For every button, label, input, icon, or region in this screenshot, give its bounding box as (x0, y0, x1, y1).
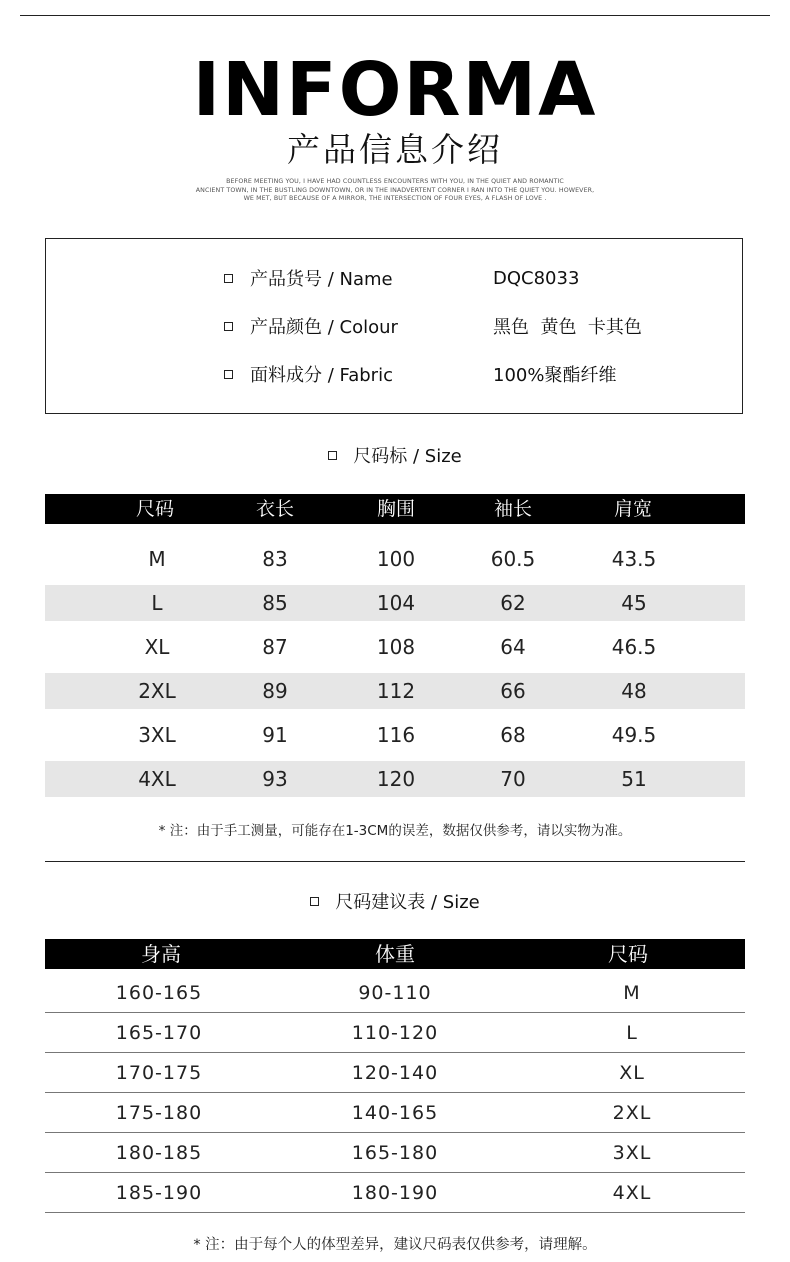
square-bullet-icon (224, 274, 233, 283)
table-cell: 85 (262, 591, 288, 615)
table-cell: L (151, 591, 163, 615)
table-row (45, 973, 745, 1013)
table-row (45, 673, 745, 709)
table-cell: 110-120 (351, 1022, 439, 1044)
column-header: 尺码 (135, 498, 174, 520)
table-cell: 4XL (612, 1182, 652, 1204)
column-header: 身高 (141, 942, 181, 966)
column-header: 肩宽 (613, 498, 652, 520)
size-chart-heading (0, 440, 790, 470)
table-cell: XL (619, 1062, 645, 1084)
table-row (45, 585, 745, 621)
square-bullet-icon (224, 322, 233, 331)
table-cell: 90-110 (358, 982, 432, 1004)
info-row-colour (224, 311, 398, 341)
size-chart-note: * 注：由于手工测量，可能存在1-3CM的误差，数据仅供参考，请以实物为准。 (158, 823, 632, 839)
table-cell: 175-180 (115, 1102, 203, 1124)
table-cell: 2XL (138, 679, 176, 703)
table-cell: 60.5 (490, 547, 536, 571)
table-cell: 3XL (612, 1142, 652, 1164)
table-row (45, 1013, 745, 1053)
table-cell: 180-185 (115, 1142, 203, 1164)
blurb-line: BEFORE MEETING YOU, I HAVE HAD COUNTLESS ENCOUNTERS WITH YOU, IN THE QUIET AND ROMANTIC (226, 178, 564, 185)
table-cell: 49.5 (611, 723, 657, 747)
table-row (45, 541, 745, 577)
square-bullet-icon (224, 370, 233, 379)
blurb-line: ANCIENT TOWN, IN THE BUSTLING DOWNTOWN, OR IN THE INADVERTENT CORNER I RAN INTO THE QUIET YOU. HOWEVER, (195, 186, 595, 194)
table-cell: 46.5 (611, 635, 657, 659)
section-divider (45, 861, 745, 862)
table-cell: 4XL (138, 767, 176, 791)
table-cell: 112 (376, 679, 416, 703)
recommend-table-header (45, 939, 745, 969)
page-title: INFORMA (192, 47, 598, 133)
column-header: 胸围 (376, 498, 415, 520)
info-label: 面料成分 / Fabric (250, 365, 393, 386)
table-cell: 64 (500, 635, 526, 659)
size-table-header (45, 494, 745, 524)
table-cell: 43.5 (611, 547, 657, 571)
table-cell: 62 (500, 591, 526, 615)
table-row (45, 629, 745, 665)
table-cell: 120 (376, 767, 416, 791)
top-divider (20, 15, 770, 16)
table-row (45, 1053, 745, 1093)
table-cell: 91 (262, 723, 288, 747)
section-title: 尺码建议表 / Size (335, 892, 480, 913)
table-cell: 160-165 (115, 982, 203, 1004)
table-cell: 140-165 (351, 1102, 439, 1124)
info-label: 产品颜色 / Colour (250, 317, 398, 338)
table-cell: 180-190 (351, 1182, 439, 1204)
table-cell: 68 (500, 723, 526, 747)
table-cell: 170-175 (115, 1062, 203, 1084)
table-cell: 51 (621, 767, 647, 791)
table-cell: 48 (621, 679, 647, 703)
column-header: 体重 (375, 942, 415, 966)
table-cell: M (623, 982, 641, 1004)
table-cell: 87 (262, 635, 288, 659)
info-row-name (224, 263, 393, 293)
recommend-chart-note: * 注：由于每个人的体型差异，建议尺码表仅供参考，请理解。 (193, 1237, 597, 1253)
table-row (45, 1173, 745, 1213)
decorative-blurb (150, 178, 640, 204)
table-cell: 104 (376, 591, 416, 615)
table-cell: 83 (262, 547, 288, 571)
table-cell: 3XL (138, 723, 176, 747)
info-value: 100%聚酯纤维 (493, 365, 617, 386)
table-cell: 116 (376, 723, 416, 747)
table-cell: 70 (500, 767, 526, 791)
table-cell: XL (144, 635, 170, 659)
table-cell: 108 (376, 635, 416, 659)
table-cell: 120-140 (351, 1062, 439, 1084)
table-cell: 165-180 (351, 1142, 439, 1164)
table-cell: 45 (621, 591, 647, 615)
column-header: 衣长 (255, 498, 294, 520)
table-cell: M (148, 547, 166, 571)
table-row (45, 761, 745, 797)
blurb-line: WE MET, BUT BECAUSE OF A MIRROR, THE INTERSECTION OF FOUR EYES, A FLASH OF LOVE . (243, 195, 547, 202)
section-title: 尺码标 / Size (353, 446, 462, 467)
column-header: 尺码 (608, 942, 648, 966)
info-value: 黑色 黄色 卡其色 (493, 317, 642, 338)
square-bullet-icon (310, 897, 319, 906)
table-row (45, 1133, 745, 1173)
product-info-box (45, 238, 743, 414)
column-header: 袖长 (493, 498, 532, 520)
info-row-fabric (224, 359, 393, 389)
table-row (45, 1093, 745, 1133)
table-cell: 2XL (612, 1102, 652, 1124)
info-value: DQC8033 (493, 267, 580, 289)
table-cell: 185-190 (115, 1182, 203, 1204)
table-cell: 93 (262, 767, 288, 791)
recommend-chart-heading (0, 886, 790, 916)
table-cell: 165-170 (115, 1022, 203, 1044)
square-bullet-icon (328, 451, 337, 460)
page-subtitle: 产品信息介绍 (287, 130, 503, 169)
table-cell: 66 (500, 679, 526, 703)
table-cell: L (626, 1022, 638, 1044)
table-cell: 89 (262, 679, 288, 703)
table-row (45, 717, 745, 753)
table-cell: 100 (376, 547, 416, 571)
info-label: 产品货号 / Name (250, 269, 393, 290)
